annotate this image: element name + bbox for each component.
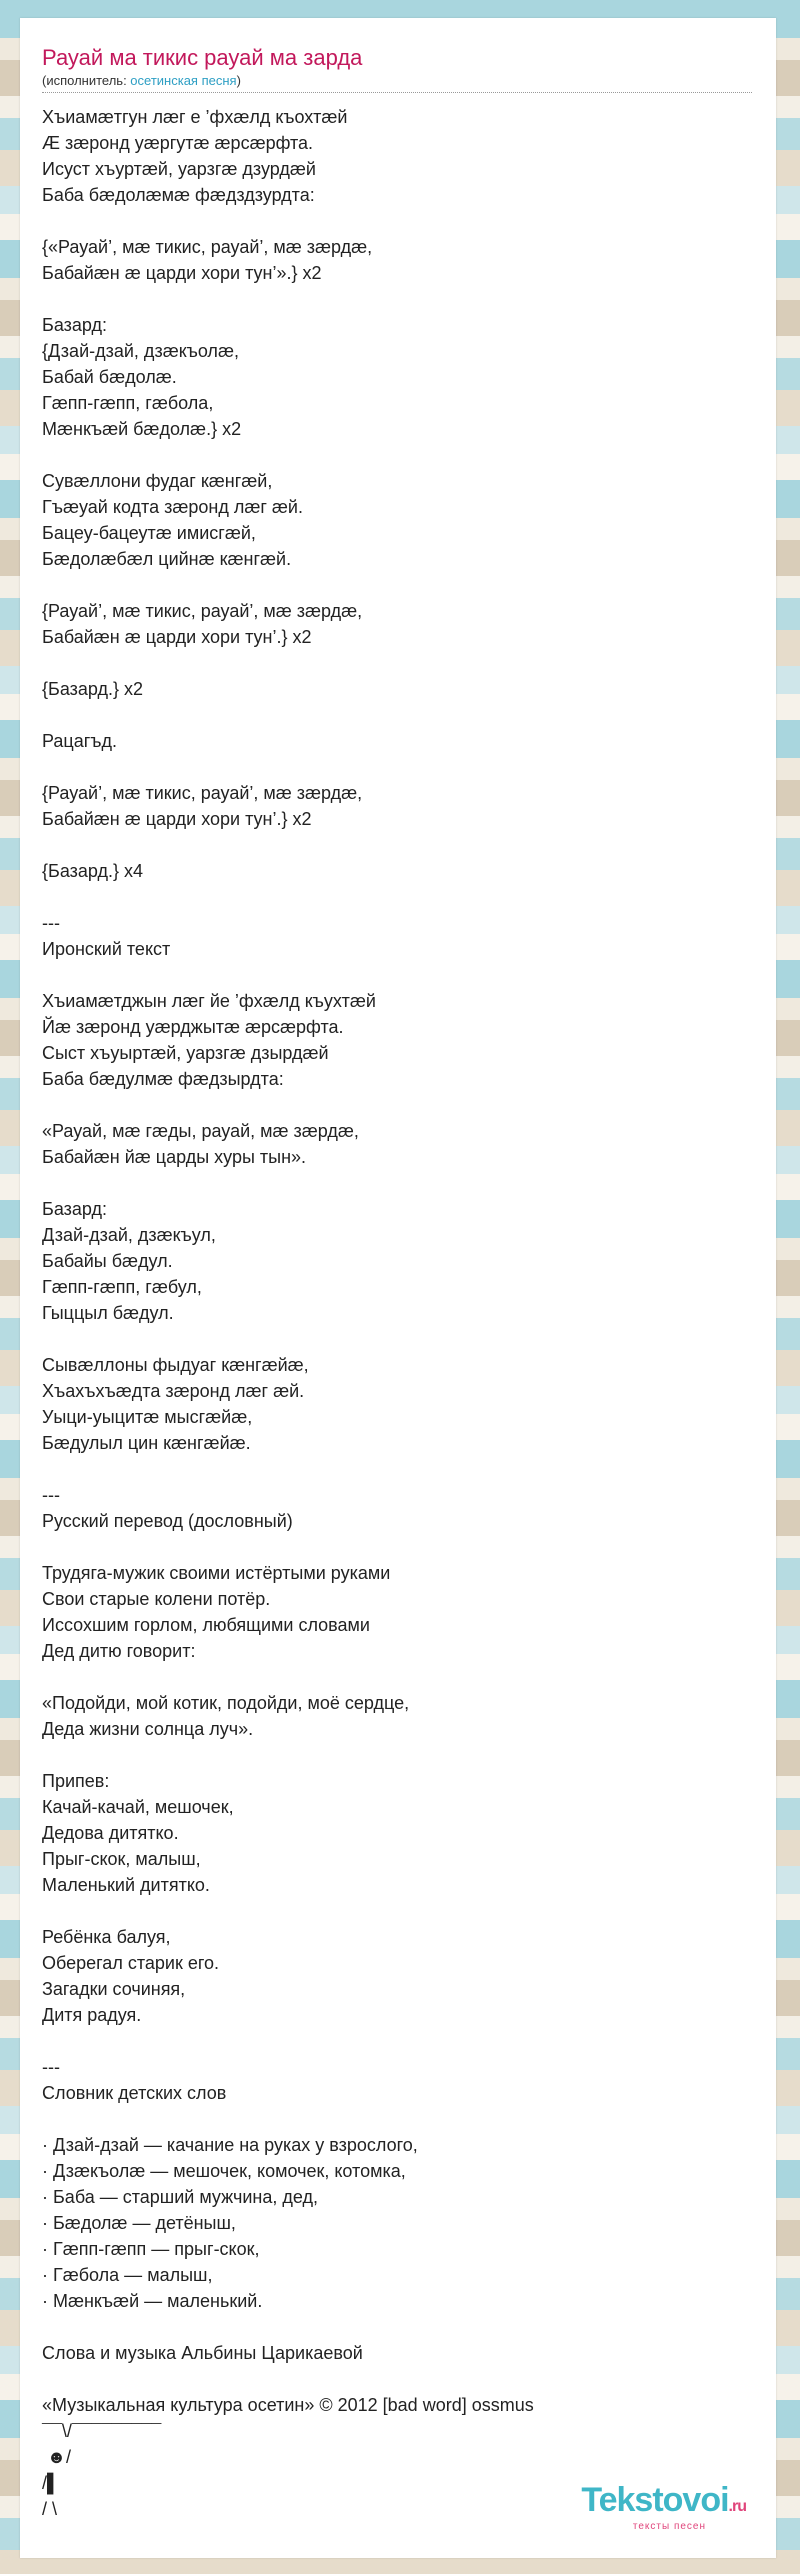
lyric-line: Дзай-дзай, дзæкъул, xyxy=(42,1225,216,1245)
lyric-line: Качай-качай, мешочек, xyxy=(42,1797,234,1817)
lyric-line: Базард: xyxy=(42,1199,107,1219)
lyric-line: ¯¯\/¯¯¯¯¯¯¯¯¯ xyxy=(42,2421,162,2441)
lyric-line: Баба бæдулмæ фæдзырдта: xyxy=(42,1069,284,1089)
lyric-line: «Рауай, мæ гæды, рауай, мæ зæрдæ, xyxy=(42,1121,359,1141)
lyric-line: Ребёнка балуя, xyxy=(42,1927,171,1947)
lyric-line: · Гæпп-гæпп — прыг-скок, xyxy=(42,2239,260,2259)
lyric-line: {Рауай’, мæ тикис, рауай’, мæ зæрдæ, xyxy=(42,601,363,621)
lyric-line: {«Рауай’, мæ тикис, рауай’, мæ зæрдæ, xyxy=(42,237,373,257)
lyric-line: Бабайæн æ царди хори тун’».} x2 xyxy=(42,263,322,283)
lyric-line: · Гæбола — малыш, xyxy=(42,2265,213,2285)
lyric-line: Иссохшим горлом, любящими словами xyxy=(42,1615,370,1635)
lyric-line: Припев: xyxy=(42,1771,110,1791)
lyric-line: Гыццыл бæдул. xyxy=(42,1303,174,1323)
lyric-line: Мæнкъæй бæдолæ.} x2 xyxy=(42,419,242,439)
artist-prefix: (исполнитель: xyxy=(42,73,131,88)
lyrics-card xyxy=(20,18,776,2558)
lyric-line: Свои старые колени потёр. xyxy=(42,1589,271,1609)
lyric-line: / \ xyxy=(42,2499,58,2519)
lyric-line: «Подойди, мой котик, подойди, моё сердце, xyxy=(42,1693,410,1713)
logo-tagline: тексты песен xyxy=(632,2521,706,2532)
lyric-line: Словник детских слов xyxy=(42,2083,227,2103)
lyric-line: {Дзай-дзай, дзæкъолæ, xyxy=(42,341,239,361)
lyric-line: Гъæуай кодта зæронд лæг æй. xyxy=(42,497,303,517)
lyric-line: Дед дитю говорит: xyxy=(42,1641,196,1661)
site-logo[interactable] xyxy=(581,2482,746,2532)
lyric-line: Баба бæдолæмæ фæдздзурдта: xyxy=(42,185,315,205)
lyric-line: Базард: xyxy=(42,315,107,335)
lyrics-text xyxy=(42,104,762,2522)
lyric-line: Бабайæн йæ царды хуры тын». xyxy=(42,1147,307,1167)
lyric-line: · Баба — старший мужчина, дед, xyxy=(42,2187,318,2207)
lyric-line: Бабайæн æ царди хори тун’.} x2 xyxy=(42,627,312,647)
lyric-line: /▌ xyxy=(42,2473,60,2493)
lyric-line: --- xyxy=(42,913,60,933)
lyric-line: · Дзай-дзай — качание на руках у взрослого, xyxy=(42,2135,418,2155)
lyric-line: Дитя радуя. xyxy=(42,2005,142,2025)
song-header xyxy=(42,44,752,93)
lyric-line: {Базард.} x4 xyxy=(42,861,144,881)
lyric-line: {Рауай’, мæ тикис, рауай’, мæ зæрдæ, xyxy=(42,783,363,803)
lyric-line: {Базард.} x2 xyxy=(42,679,144,699)
lyric-line: --- xyxy=(42,1485,60,1505)
lyric-line: Трудяга-мужик своими истёртыми руками xyxy=(42,1563,391,1583)
logo-tld: .ru xyxy=(728,2498,746,2515)
lyric-line: Загадки сочиняя, xyxy=(42,1979,186,1999)
lyric-line: Бацеу-бацеутæ имисгæй, xyxy=(42,523,256,543)
lyric-line: Сывæллоны фыдуаг кæнгæйæ, xyxy=(42,1355,309,1375)
lyric-line: Бæдулыл цин кæнгæйæ. xyxy=(42,1433,251,1453)
lyric-line: Прыг-скок, малыш, xyxy=(42,1849,201,1869)
lyric-line: Хъиамæтгун лæг е ’фхæлд къохтæй xyxy=(42,107,348,127)
lyric-line: Хъахъхъæдта зæронд лæг æй. xyxy=(42,1381,305,1401)
header-divider xyxy=(42,92,752,93)
lyric-line: Рацагъд. xyxy=(42,731,118,751)
lyric-line: Сувæллони фудаг кæнгæй, xyxy=(42,471,273,491)
artist-link[interactable]: осетинская песня xyxy=(130,73,237,88)
lyric-line: Маленький дитятко. xyxy=(42,1875,210,1895)
lyric-line: Оберегал старик его. xyxy=(42,1953,220,1973)
lyric-line: Деда жизни солнца луч». xyxy=(42,1719,254,1739)
lyric-line: · Бæдолæ — детёныш, xyxy=(42,2213,236,2233)
lyric-line: Иронский текст xyxy=(42,939,171,959)
lyric-line: Гæпп-гæпп, гæбул, xyxy=(42,1277,202,1297)
artist-suffix: ) xyxy=(236,73,241,88)
lyric-line: Дедова дитятко. xyxy=(42,1823,179,1843)
lyric-line: · Мæнкъæй — маленький. xyxy=(42,2291,263,2311)
logo-name: Tekstovoi xyxy=(581,2481,729,2519)
lyric-line: Уыци-уыцитæ мысгæйæ, xyxy=(42,1407,253,1427)
lyric-line: Æ зæронд уæргутæ æрсæрфта. xyxy=(42,133,314,153)
lyric-line: «Музыкальная культура осетин» © 2012 [bad word] ossmus xyxy=(42,2395,534,2415)
lyric-line: Слова и музыка Альбины Царикаевой xyxy=(42,2343,363,2363)
lyric-line: Гæпп-гæпп, гæбола, xyxy=(42,393,214,413)
lyric-line: Исуст хъуртæй, уарзгæ дзурдæй xyxy=(42,159,316,179)
lyric-line: ☻/ xyxy=(42,2447,71,2467)
lyric-line: Йæ зæронд уæрджытæ æрсæрфта. xyxy=(42,1017,344,1037)
lyric-line: Русский перевод (дословный) xyxy=(42,1511,293,1531)
lyric-line: · Дзæкъолæ — мешочек, комочек, котомка, xyxy=(42,2161,406,2181)
lyric-line: Бабай бæдолæ. xyxy=(42,367,177,387)
artist-line xyxy=(42,72,752,90)
lyric-line: Бабайæн æ царди хори тун’.} x2 xyxy=(42,809,312,829)
song-title: Рауай ма тикис рауай ма зарда xyxy=(42,45,363,70)
lyric-line: --- xyxy=(42,2057,60,2077)
lyric-line: Бæдолæбæл цийнæ кæнгæй. xyxy=(42,549,292,569)
lyric-line: Бабайы бæдул. xyxy=(42,1251,173,1271)
lyric-line: Хъиамæтджын лæг йе ’фхæлд къухтæй xyxy=(42,991,376,1011)
lyric-line: Сыст хъуыртæй, уарзгæ дзырдæй xyxy=(42,1043,329,1063)
